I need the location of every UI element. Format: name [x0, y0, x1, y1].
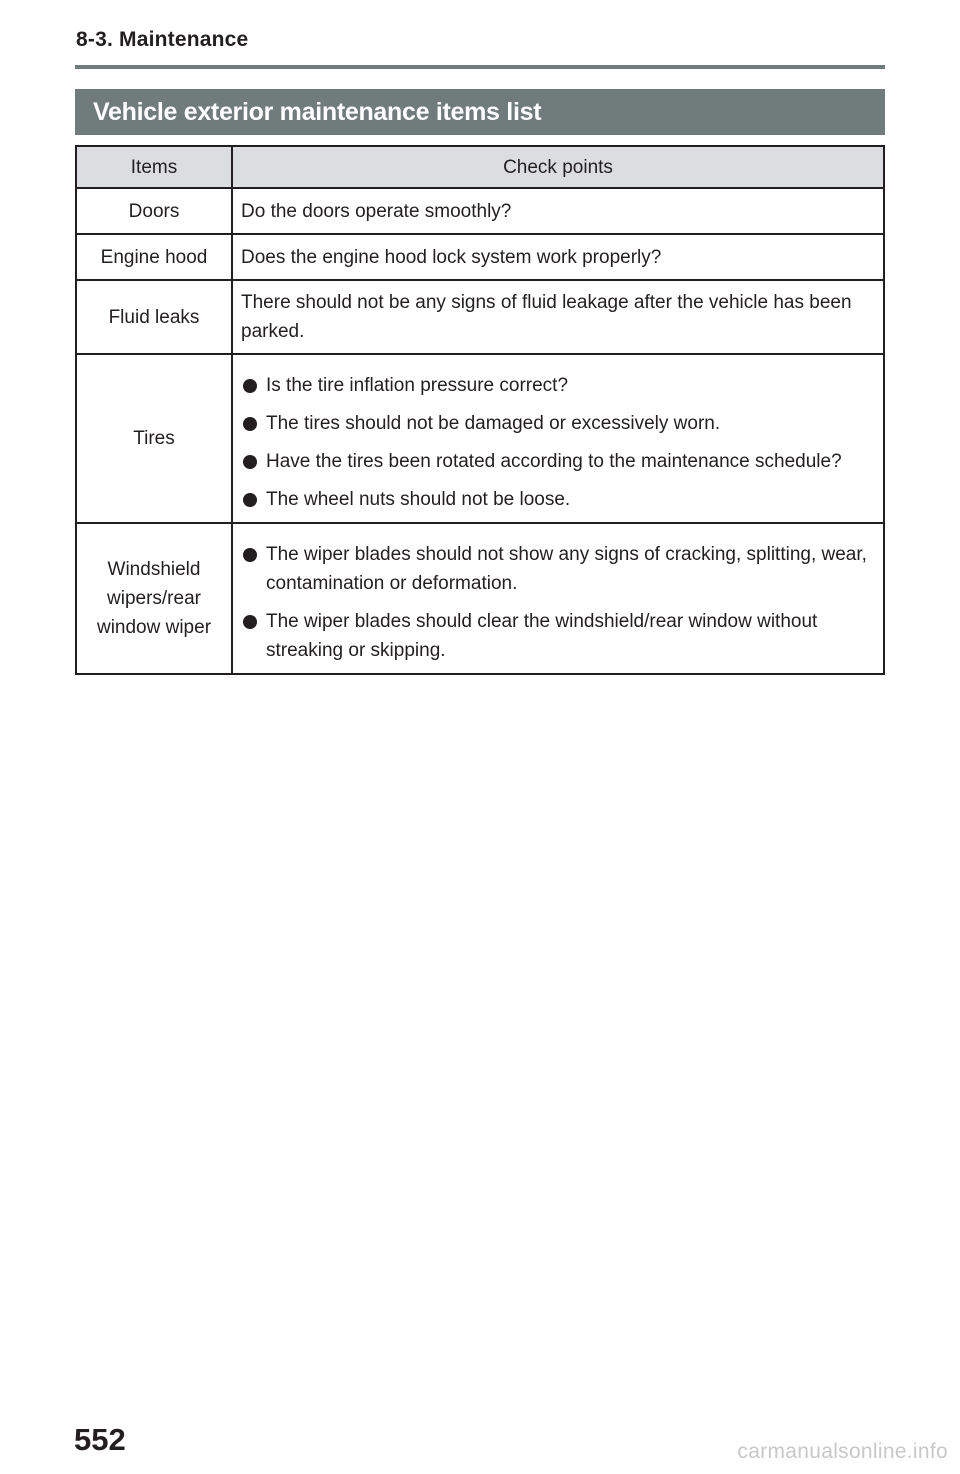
column-header-items: Items [76, 146, 232, 188]
maintenance-items-table [75, 145, 885, 675]
bullet-list [241, 540, 869, 665]
bullet-icon [243, 493, 257, 507]
item-cell: Windshield wipers/rear window wiper [76, 523, 232, 674]
list-item [241, 607, 869, 665]
item-cell: Engine hood [76, 234, 232, 280]
check-point-cell: Do the doors operate smoothly? [232, 188, 884, 234]
list-item [241, 447, 869, 476]
list-item [241, 540, 869, 598]
bullet-icon [243, 615, 257, 629]
watermark: carmanualsonline.info [737, 1440, 948, 1463]
list-item [241, 485, 869, 514]
item-cell: Doors [76, 188, 232, 234]
table-row [76, 354, 884, 523]
item-cell: Tires [76, 354, 232, 523]
table-row [76, 234, 884, 280]
bullet-icon [243, 379, 257, 393]
bullet-icon [243, 417, 257, 431]
page-number: 552 [74, 1422, 126, 1457]
header-divider [75, 65, 885, 69]
list-item [241, 409, 869, 438]
bullet-list [241, 371, 869, 514]
bullet-icon [243, 455, 257, 469]
check-point-cell: There should not be any signs of fluid leakage after the vehicle has been parked. [232, 280, 884, 354]
item-cell: Fluid leaks [76, 280, 232, 354]
section-header: 8-3. Maintenance [76, 28, 249, 51]
table-header-row [76, 146, 884, 188]
bullet-text: The wheel nuts should not be loose. [266, 489, 571, 510]
table-row [76, 523, 884, 674]
bullet-text: Have the tires been rotated according to the maintenance schedule? [266, 451, 842, 472]
table-row [76, 188, 884, 234]
column-header-check-points: Check points [232, 146, 884, 188]
bullet-text: The wiper blades should not show any signs of cracking, splitting, wear, contamination or deformation. [266, 544, 867, 594]
check-point-cell [232, 354, 884, 523]
section-title: Vehicle exterior maintenance items list [93, 97, 542, 126]
bullet-text: Is the tire inflation pressure correct? [266, 375, 569, 396]
bullet-icon [243, 548, 257, 562]
bullet-text: The tires should not be damaged or excessively worn. [266, 413, 721, 434]
bullet-text: The wiper blades should clear the windshield/rear window without streaking or skipping. [266, 611, 818, 661]
check-point-cell: Does the engine hood lock system work properly? [232, 234, 884, 280]
section-title-bar [75, 89, 885, 135]
list-item [241, 371, 869, 400]
table-row [76, 280, 884, 354]
check-point-cell [232, 523, 884, 674]
